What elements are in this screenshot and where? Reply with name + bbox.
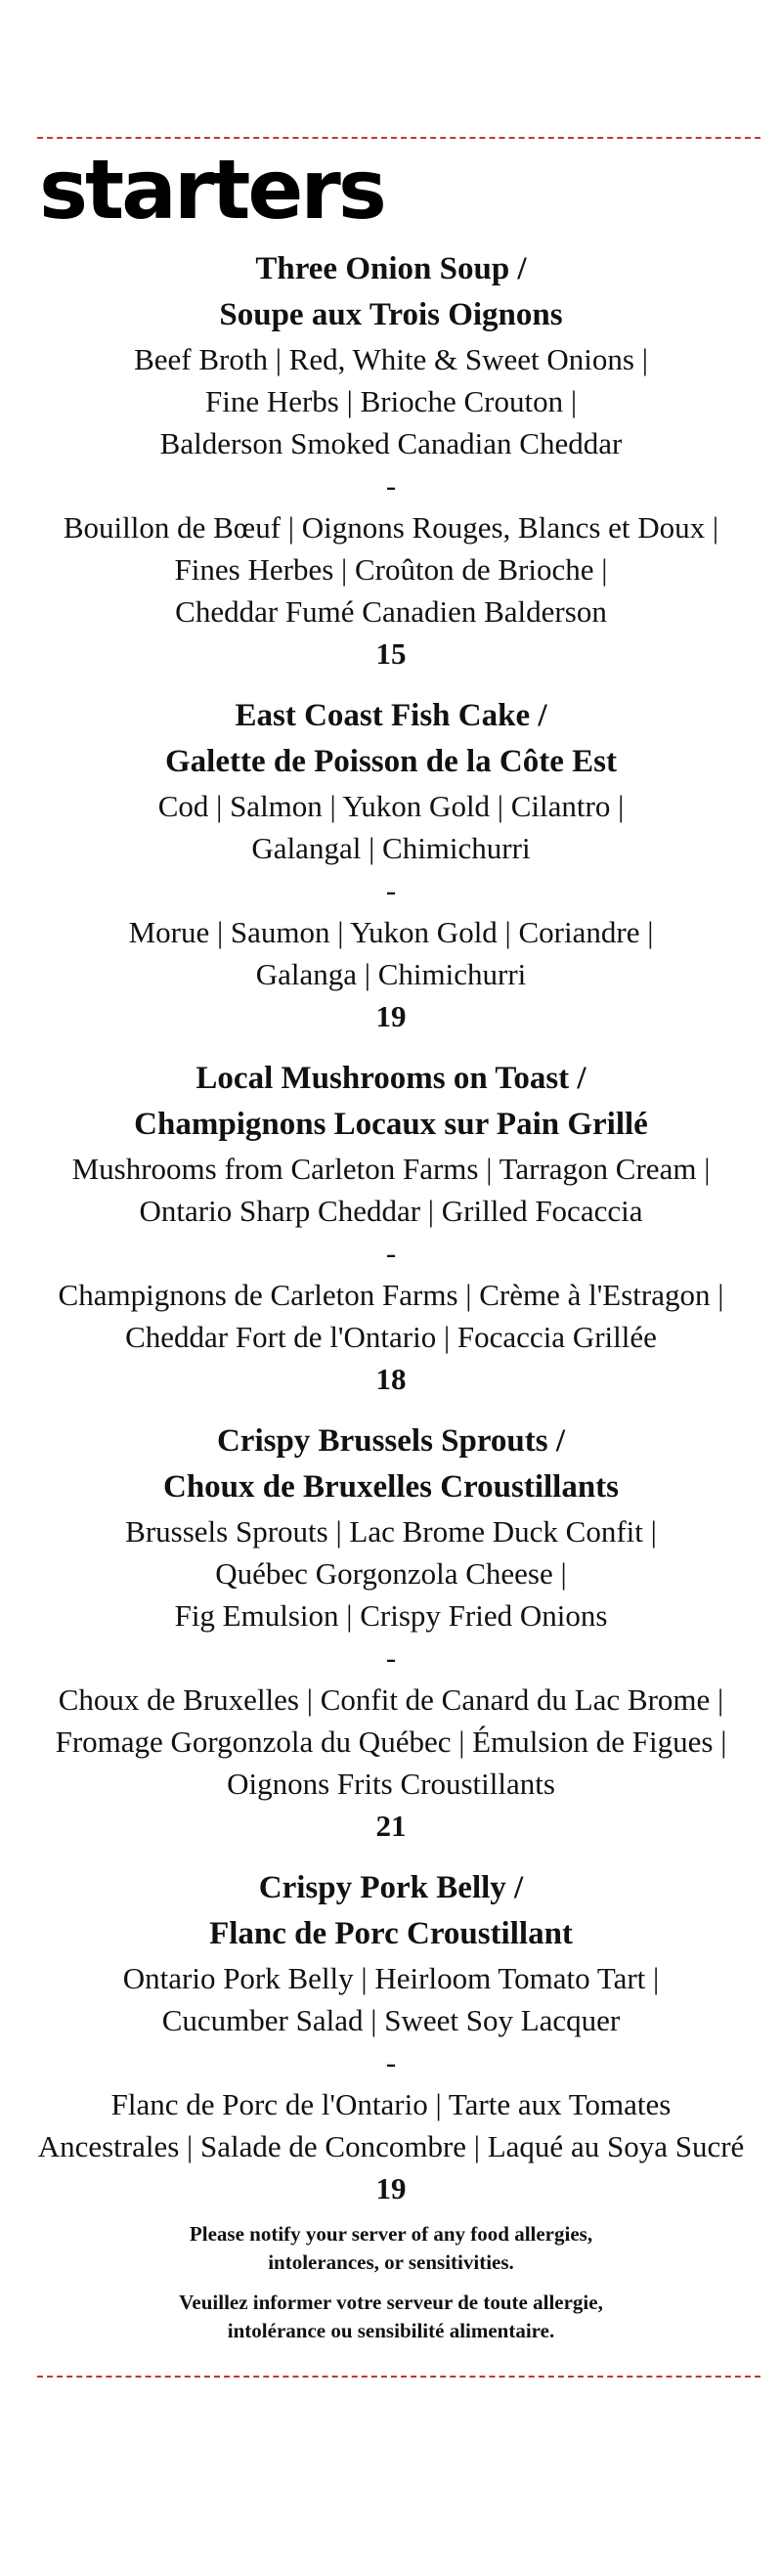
- description-line: Bouillon de Bœuf | Oignons Rouges, Blancs et Doux |: [63, 510, 719, 545]
- language-separator: -: [385, 468, 397, 502]
- description-line: Fig Emulsion | Crispy Fried Onions: [174, 1598, 608, 1633]
- item-description-fr: [0, 1274, 782, 1358]
- item-name-en: Local Mushrooms on Toast /: [196, 1061, 586, 1096]
- item-description-en: [0, 1510, 782, 1637]
- description-line: Fine Herbs | Brioche Crouton |: [204, 384, 578, 418]
- item-name: [0, 1865, 782, 1957]
- notice-line: intolérance ou sensibilité alimentaire.: [227, 2319, 555, 2342]
- description-line: Champignons de Carleton Farms | Crème à l'Estragon |: [58, 1278, 724, 1312]
- item-name: [0, 693, 782, 785]
- item-price: 18: [375, 1362, 407, 1396]
- item-name: [0, 1056, 782, 1148]
- description-line: Québec Gorgonzola Cheese |: [215, 1556, 567, 1591]
- description-line: Cod | Salmon | Yukon Gold | Cilantro |: [157, 789, 625, 823]
- top-dashed-rule: [37, 137, 760, 139]
- notice-line: intolerances, or sensitivities.: [268, 2250, 514, 2274]
- item-price: 15: [375, 636, 407, 671]
- menu-item-mushrooms-on-toast: [0, 1056, 782, 1400]
- item-price: 19: [375, 999, 407, 1033]
- item-price: 19: [375, 2171, 407, 2205]
- menu-item-brussels-sprouts: [0, 1419, 782, 1847]
- menu-item-pork-belly: [0, 1865, 782, 2209]
- item-name-en: East Coast Fish Cake /: [235, 698, 547, 733]
- menu-item-fish-cake: [0, 693, 782, 1037]
- item-price: 21: [375, 1809, 407, 1843]
- item-name-fr: Champignons Locaux sur Pain Grillé: [134, 1107, 648, 1142]
- description-line: Ontario Pork Belly | Heirloom Tomato Tart |: [122, 1961, 660, 1995]
- allergy-notice: [0, 2220, 782, 2345]
- description-line: Ancestrales | Salade de Concombre | Laqué au Soya Sucré: [37, 2129, 745, 2163]
- item-name: [0, 1419, 782, 1510]
- notice-line: Veuillez informer votre serveur de toute allergie,: [179, 2291, 603, 2314]
- description-line: Galanga | Chimichurri: [255, 957, 527, 991]
- description-line: Mushrooms from Carleton Farms | Tarragon Cream |: [71, 1152, 711, 1186]
- item-description-fr: [0, 2083, 782, 2167]
- description-line: Fines Herbes | Croûton de Brioche |: [174, 552, 608, 587]
- description-line: Galangal | Chimichurri: [251, 831, 531, 865]
- description-line: Ontario Sharp Cheddar | Grilled Focaccia: [139, 1194, 643, 1228]
- language-separator: -: [385, 1640, 397, 1675]
- item-name-en: Three Onion Soup /: [255, 251, 527, 286]
- starters-menu: [0, 246, 782, 2357]
- allergy-notice-fr: [0, 2289, 782, 2345]
- description-line: Cheddar Fumé Canadien Balderson: [175, 594, 607, 629]
- item-description-en: [0, 1148, 782, 1232]
- language-separator: -: [385, 1236, 397, 1270]
- language-separator: -: [385, 873, 397, 907]
- item-description-fr: [0, 1679, 782, 1805]
- item-description-en: [0, 1957, 782, 2041]
- description-line: Fromage Gorgonzola du Québec | Émulsion de Figues |: [55, 1725, 727, 1759]
- bottom-dashed-rule: [37, 2376, 760, 2378]
- item-description-fr: [0, 911, 782, 995]
- description-line: Cucumber Salad | Sweet Soy Lacquer: [161, 2003, 621, 2037]
- item-description-fr: [0, 506, 782, 633]
- menu-item-three-onion-soup: [0, 246, 782, 675]
- item-description-en: [0, 785, 782, 869]
- description-line: Oignons Frits Croustillants: [227, 1767, 555, 1801]
- item-name-fr: Soupe aux Trois Oignons: [219, 297, 563, 332]
- item-name-fr: Galette de Poisson de la Côte Est: [165, 744, 617, 779]
- description-line: Flanc de Porc de l'Ontario | Tarte aux Tomates: [110, 2087, 672, 2121]
- section-heading: starters: [39, 142, 384, 238]
- description-line: Brussels Sprouts | Lac Brome Duck Confit |: [125, 1514, 657, 1549]
- notice-line: Please notify your server of any food allergies,: [189, 2222, 593, 2246]
- description-line: Beef Broth | Red, White & Sweet Onions |: [134, 342, 648, 376]
- item-name-fr: Choux de Bruxelles Croustillants: [162, 1469, 620, 1505]
- language-separator: -: [385, 2045, 397, 2079]
- item-name-fr: Flanc de Porc Croustillant: [209, 1916, 573, 1951]
- item-name-en: Crispy Pork Belly /: [258, 1870, 524, 1905]
- description-line: Balderson Smoked Canadian Cheddar: [159, 426, 623, 460]
- item-name-en: Crispy Brussels Sprouts /: [216, 1423, 566, 1459]
- description-line: Morue | Saumon | Yukon Gold | Coriandre |: [128, 915, 654, 949]
- description-line: Choux de Bruxelles | Confit de Canard du Lac Brome |: [58, 1682, 724, 1717]
- item-description-en: [0, 338, 782, 464]
- description-line: Cheddar Fort de l'Ontario | Focaccia Grillée: [125, 1320, 657, 1354]
- allergy-notice-en: [0, 2220, 782, 2277]
- item-name: [0, 246, 782, 338]
